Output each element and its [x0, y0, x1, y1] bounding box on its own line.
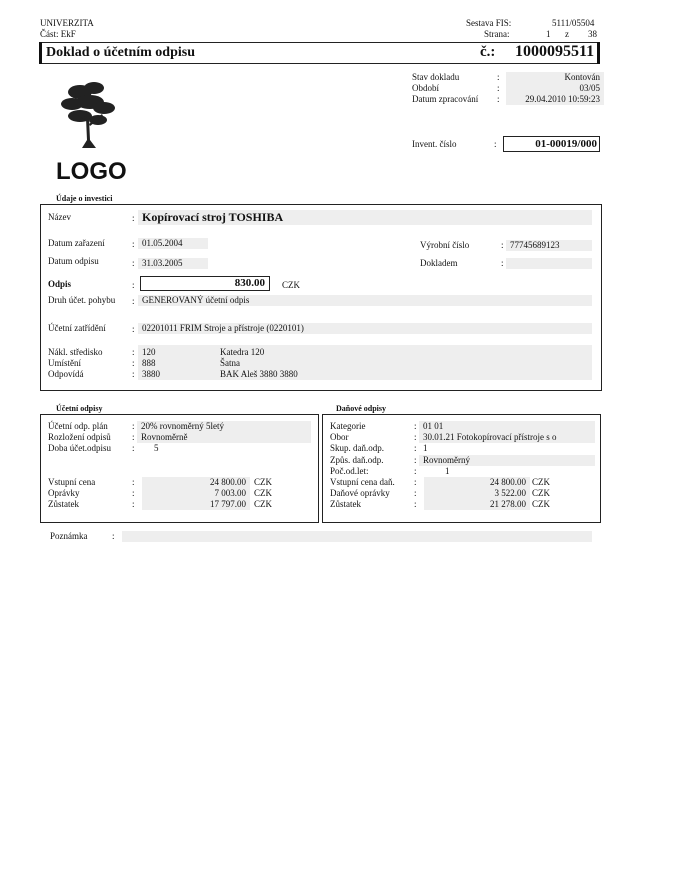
stredisko-label: Nákl. středisko — [48, 347, 103, 357]
investice-section-title: Údaje o investici — [56, 194, 113, 203]
report-label: Sestava FIS: — [466, 18, 512, 28]
datum-odpisu-value: 31.03.2005 — [138, 258, 208, 269]
page-sep: z — [565, 29, 569, 39]
zatrideni-value: 02201011 FRIM Stroje a přístroje (0220101) — [138, 323, 592, 334]
vyrobni-value: 77745689123 — [506, 240, 592, 251]
ucetni-vstupni-currency: CZK — [254, 477, 272, 487]
logo-text: LOGO — [56, 158, 127, 185]
rozlozeni-value: Rovnoměrně — [137, 432, 311, 443]
stav-value: Kontován — [506, 72, 604, 83]
stredisko-name: Katedra 120 — [220, 347, 265, 357]
colon: : — [132, 296, 135, 306]
datum-zarazeni-label: Datum zařazení — [48, 238, 105, 248]
odpis-value: 830.00 — [140, 276, 270, 291]
ucetni-vstupni-value: 24 800.00 — [142, 477, 250, 488]
tree-logo-icon — [58, 78, 124, 150]
dokladem-value — [506, 258, 592, 269]
colon: : — [132, 477, 135, 487]
colon: : — [132, 369, 135, 379]
doba-value: 5 — [154, 443, 159, 453]
nazev-value: Kopírovací stroj TOSHIBA — [138, 210, 592, 225]
colon: : — [501, 240, 504, 250]
colon: : — [414, 499, 417, 509]
colon: : — [414, 432, 417, 442]
ucetni-plan-label: Účetní odp. plán — [48, 421, 108, 431]
colon: : — [494, 139, 497, 149]
ucetni-zustatek-label: Zůstatek — [48, 499, 79, 509]
colon: : — [414, 477, 417, 487]
colon: : — [497, 94, 500, 104]
colon: : — [112, 531, 115, 541]
page-title: Doklad o účetním odpisu — [46, 45, 195, 60]
colon: : — [132, 432, 135, 442]
zpus-label: Způs. daň.odp. — [330, 455, 384, 465]
obor-value: 30.01.21 Fotokopírovací přístroje s o — [419, 432, 595, 443]
obor-label: Obor — [330, 432, 349, 442]
datum-zpracovani-label: Datum zpracování — [412, 94, 479, 104]
colon: : — [132, 213, 135, 223]
danove-vstupni-currency: CZK — [532, 477, 550, 487]
kategorie-label: Kategorie — [330, 421, 366, 431]
colon: : — [414, 466, 417, 476]
colon: : — [497, 72, 500, 82]
ucetni-opravky-label: Oprávky — [48, 488, 80, 498]
ucetni-zustatek-value: 17 797.00 — [142, 499, 250, 510]
skup-value: 1 — [423, 443, 428, 453]
doba-label: Doba účet.odpisu — [48, 443, 111, 453]
danove-opravky-currency: CZK — [532, 488, 550, 498]
vyrobni-label: Výrobní číslo — [420, 240, 470, 250]
invent-label: Invent. číslo — [412, 139, 457, 149]
colon: : — [132, 488, 135, 498]
odpovida-name: BAK Aleš 3880 3880 — [220, 369, 298, 379]
colon: : — [132, 258, 135, 268]
colon: : — [414, 443, 417, 453]
stredisko-shade — [138, 345, 592, 380]
ucetni-plan-value: 20% rovnoměrný 5letý — [137, 421, 311, 432]
odpis-currency: CZK — [282, 280, 300, 290]
invent-value: 01-00019/000 — [503, 136, 600, 152]
danove-vstupni-value: 24 800.00 — [424, 477, 530, 488]
umisteni-code: 888 — [142, 358, 156, 368]
org-part: Část: EkF — [40, 29, 76, 39]
colon: : — [132, 421, 135, 431]
doc-number: 1000095511 — [515, 43, 595, 60]
datum-zarazeni-value: 01.05.2004 — [138, 238, 208, 249]
colon: : — [132, 280, 135, 290]
rozlozeni-label: Rozložení odpisů — [48, 432, 111, 442]
stredisko-code: 120 — [142, 347, 156, 357]
colon: : — [414, 455, 417, 465]
stav-label: Stav dokladu — [412, 72, 460, 82]
obdobi-label: Období — [412, 83, 439, 93]
colon: : — [132, 443, 135, 453]
org-name: UNIVERZITA — [40, 18, 94, 28]
colon: : — [501, 258, 504, 268]
page-label: Strana: — [484, 29, 510, 39]
colon: : — [132, 239, 135, 249]
page-current: 1 — [546, 29, 551, 39]
colon: : — [132, 324, 135, 334]
ucetni-opravky-value: 7 003.00 — [142, 488, 250, 499]
report-code: 5111/05504 — [552, 18, 595, 28]
danove-section-title: Daňové odpisy — [336, 404, 387, 413]
poc-value: 1 — [445, 466, 450, 476]
doc-number-label: č.: — [480, 44, 496, 60]
druh-value: GENEROVANÝ účetní odpis — [138, 295, 592, 306]
title-bracket-right — [597, 42, 600, 64]
danove-opravky-value: 3 522.00 — [424, 488, 530, 499]
druh-label: Druh účet. pohybu — [48, 295, 116, 305]
colon: : — [414, 421, 417, 431]
ucetni-section-title: Účetní odpisy — [56, 404, 103, 413]
poznamka-label: Poznámka — [50, 531, 88, 541]
poznamka-value — [122, 531, 592, 542]
datum-odpisu-label: Datum odpisu — [48, 256, 99, 266]
dokladem-label: Dokladem — [420, 258, 458, 268]
zpus-value: Rovnoměrný — [419, 455, 595, 466]
danove-zustatek-currency: CZK — [532, 499, 550, 509]
colon: : — [497, 83, 500, 93]
colon: : — [132, 347, 135, 357]
colon: : — [132, 358, 135, 368]
umisteni-name: Šatna — [220, 358, 240, 368]
ucetni-zustatek-currency: CZK — [254, 499, 272, 509]
danove-vstupni-label: Vstupní cena daň. — [330, 477, 395, 487]
kategorie-value: 01 01 — [419, 421, 595, 432]
skup-label: Skup. daň.odp. — [330, 443, 384, 453]
odpis-label: Odpis — [48, 279, 72, 289]
title-bracket-left — [39, 42, 42, 64]
odpovida-label: Odpovídá — [48, 369, 84, 379]
poc-label: Poč.od.let: — [330, 466, 369, 476]
colon: : — [132, 499, 135, 509]
umisteni-label: Umístění — [48, 358, 81, 368]
colon: : — [414, 488, 417, 498]
ucetni-opravky-currency: CZK — [254, 488, 272, 498]
obdobi-value: 03/05 — [506, 83, 604, 94]
nazev-label: Název — [48, 212, 71, 222]
ucetni-vstupni-label: Vstupní cena — [48, 477, 96, 487]
danove-zustatek-value: 21 278.00 — [424, 499, 530, 510]
datum-zpracovani-value: 29.04.2010 10:59:23 — [506, 94, 604, 105]
odpovida-code: 3880 — [142, 369, 160, 379]
danove-opravky-label: Daňové oprávky — [330, 488, 390, 498]
danove-zustatek-label: Zůstatek — [330, 499, 361, 509]
zatrideni-label: Účetní zatřídění — [48, 323, 106, 333]
page-total: 38 — [588, 29, 597, 39]
